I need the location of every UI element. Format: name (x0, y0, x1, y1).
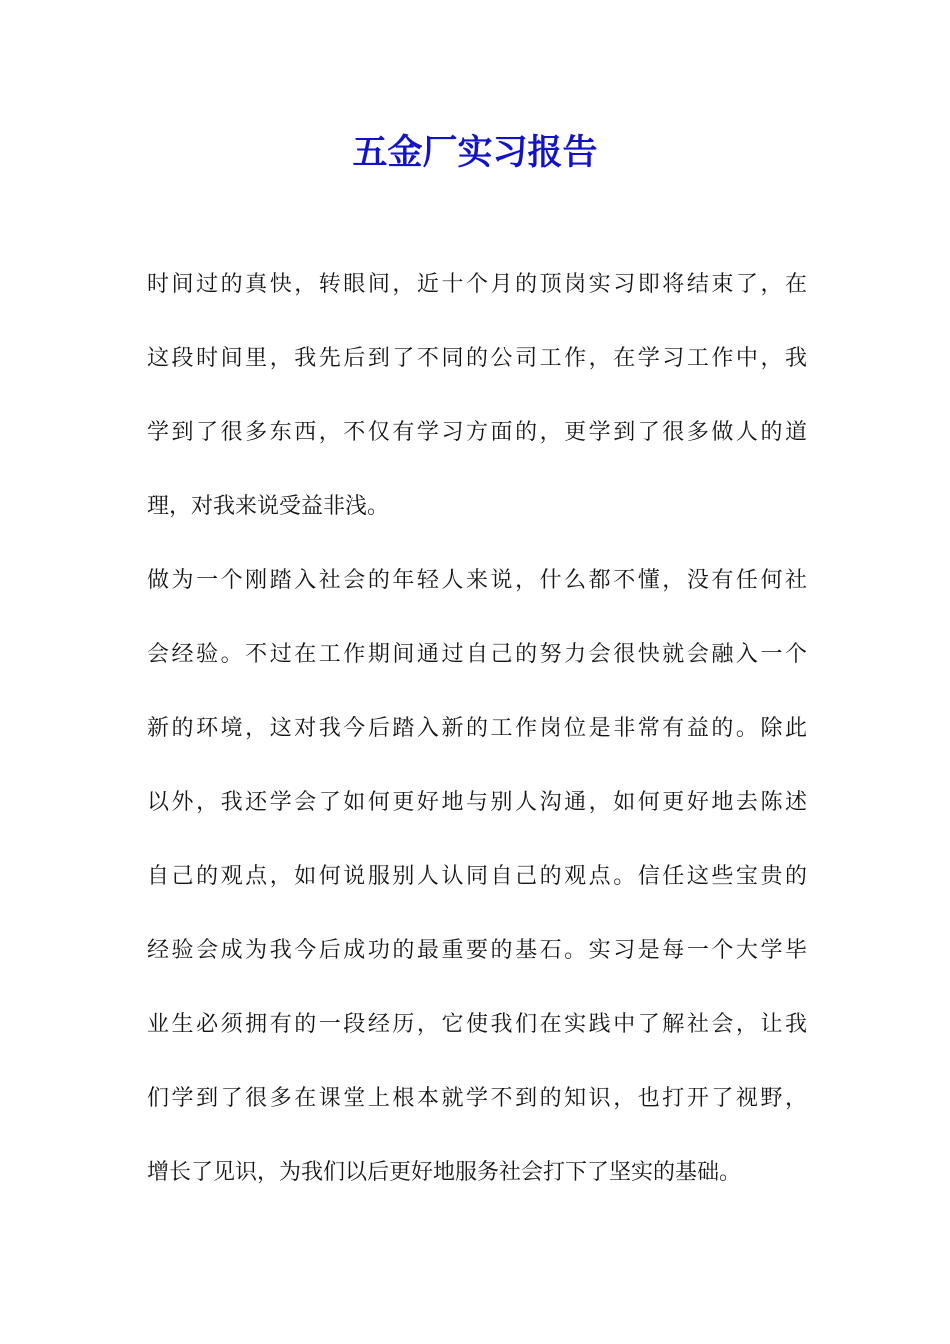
text-line: 时间过的真快，转眼间，近十个月的顶岗实习即将结束了，在 (147, 272, 807, 297)
document-title: 五金厂实习报告 (352, 133, 598, 173)
text-line: 新的环境，这对我今后踏入新的工作岗位是非常有益的。除此 (147, 716, 807, 741)
document-body (147, 262, 807, 1224)
text-line: 这段时间里，我先后到了不同的公司工作，在学习工作中，我 (147, 346, 807, 371)
text-line: 理，对我来说受益非浅。 (147, 494, 390, 519)
text-line: 做为一个刚踏入社会的年轻人来说，什么都不懂，没有任何社 (147, 568, 807, 593)
text-line: 们学到了很多在课堂上根本就学不到的知识，也打开了视野， (147, 1086, 807, 1111)
text-line: 会经验。不过在工作期间通过自己的努力会很快就会融入一个 (147, 642, 807, 667)
text-line: 增长了见识，为我们以后更好地服务社会打下了坚实的基础。 (147, 1160, 742, 1185)
text-line: 业生必须拥有的一段经历，它使我们在实践中了解社会，让我 (147, 1012, 807, 1037)
text-line: 自己的观点，如何说服别人认同自己的观点。信任这些宝贵的 (147, 864, 807, 889)
text-line: 以外，我还学会了如何更好地与别人沟通，如何更好地去陈述 (147, 790, 807, 815)
text-line: 经验会成为我今后成功的最重要的基石。实习是每一个大学毕 (147, 938, 807, 963)
text-line: 学到了很多东西，不仅有学习方面的，更学到了很多做人的道 (147, 420, 807, 445)
